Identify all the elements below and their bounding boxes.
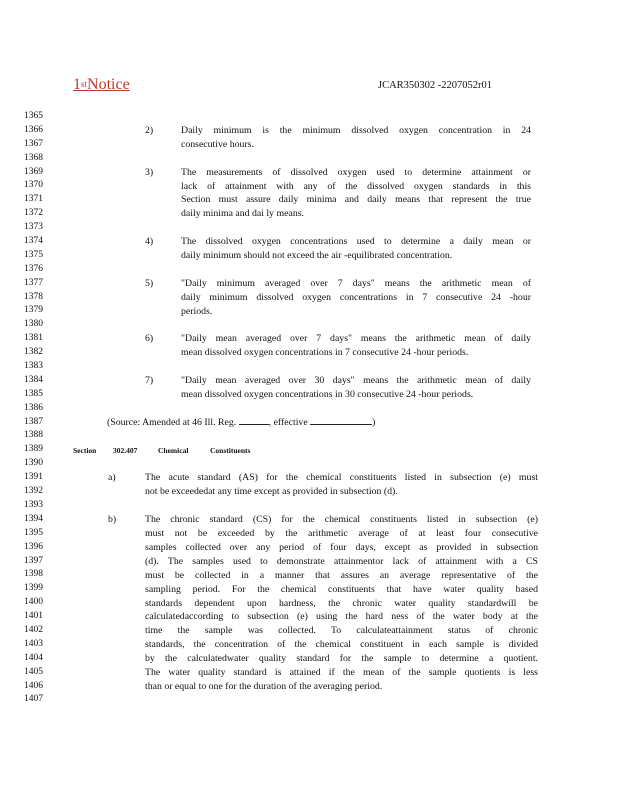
item-line: "Daily mean averaged over 30 days" means the arithmetic mean of daily [181,375,531,387]
line-number: 1397 [24,555,43,566]
line-number: 1377 [24,277,43,288]
subsection-line: The chronic standard (CS) for the chemical constituents listed in subsection (e) [145,514,538,526]
item-line: Daily minimum is the minimum dissolved oxygen concentration in 24 [181,124,531,136]
line-number: 1400 [24,597,43,608]
line-number: 1403 [24,638,43,649]
item-line: The dissolved oxygen concentrations used to determine a daily mean or [181,236,531,248]
line-number: 1394 [24,513,43,524]
subsection-line: (d). The samples used to demonstrate attainmentor lack of attainment with a CS [145,555,538,567]
line-number: 1398 [24,569,43,580]
header-doc-id: JCAR350302 -2207052r01 [378,80,493,91]
line-number: 1366 [24,124,43,135]
subsection-line: standards dependent upon hardness, the chronic water quality standardwill be [145,597,538,609]
item-line: daily minimum should not exceed the air -equilibrated concentration. [181,250,453,261]
line-number: 1381 [24,333,43,344]
line-number: 1376 [24,263,43,274]
section-title-word: Constituents [210,445,251,455]
item-marker: 4) [145,236,154,248]
subsection-line: samples collected over any period of four days, except as provided in subsection [145,541,538,553]
item-line: daily minima and dai ly means. [181,208,304,220]
subsection-line: than or equal to one for the duration of the averaging period. [145,680,383,692]
line-number: 1370 [24,180,43,191]
line-number: 1393 [24,499,43,510]
line-number: 1375 [24,249,43,260]
subsection-line: must be collected in a manner that assures an average representative of the [145,569,538,581]
line-number: 1365 [24,111,43,121]
header-notice: 1stNotice [73,76,130,93]
line-number: 1407 [24,694,43,705]
section-title-word: Chemical [158,445,189,455]
subsection-line: sampling period. For the chemical constituents that have water quality based [145,583,538,595]
line-number: 1386 [24,402,43,413]
item-marker: 2) [145,124,154,136]
item-marker: 7) [145,375,154,387]
item-line: mean dissolved oxygen concentrations in 7 consecutive 24 -hour periods. [181,347,469,359]
line-number: 1367 [24,138,43,149]
subsection-line: not be exceededat any time except as provided in subsection (d). [145,486,398,498]
line-number: 1378 [24,291,43,302]
line-number: 1383 [24,361,43,372]
line-number: 1399 [24,583,43,594]
line-number: 1380 [24,319,43,330]
item-line: mean dissolved oxygen concentrations in 30 consecutive 24 -hour periods. [181,389,474,400]
item-marker: 6) [145,333,154,345]
item-line: periods. [181,305,213,317]
line-number: 1404 [24,652,43,663]
subsection-line: The acute standard (AS) for the chemical constituents listed in subsection (e) must [145,472,538,484]
line-number: 1390 [24,458,43,469]
subsection-line: must not be exceeded by the arithmetic average of at least four consecutive [145,528,538,539]
line-number: 1387 [24,416,43,427]
item-line: "Daily mean averaged over 7 days" means the arithmetic mean of daily [181,333,531,345]
line-number: 1402 [24,624,43,635]
line-number: 1379 [24,305,43,316]
item-line: lack of attainment with any of the dissolved oxygen standards in this [181,180,531,192]
line-number: 1388 [24,430,43,441]
item-line: "Daily minimum averaged over 7 days" means the arithmetic mean of [181,277,531,289]
line-number: 1395 [24,527,43,538]
line-number: 1368 [24,152,43,163]
line-number: 1373 [24,222,43,233]
line-number: 1371 [24,194,43,205]
line-number: 1384 [24,374,43,385]
subsection-line: standards, the concentration of the chemical constituent in each sample is divided [145,639,538,651]
blank-line [239,416,269,425]
line-number: 1369 [24,166,43,177]
line-number: 1391 [24,472,43,483]
section-label: Section [73,445,97,455]
subsection-marker: a) [108,472,116,484]
subsection-line: time the sample was collected. To calculateattainment status of chronic [145,625,538,637]
item-marker: 3) [145,166,154,178]
line-number: 1396 [24,541,43,552]
subsection-line: calculatedaccording to subsection (e) using the hard ness of the water body at the [145,611,538,623]
line-number: 1382 [24,347,43,358]
subsection-line: The water quality standard is attained if the mean of the sample quotients is less [145,667,538,678]
line-number: 1372 [24,208,43,219]
item-line: Section must assure daily minima and daily means that represent the true [181,194,531,206]
source-note: (Source: Amended at 46 Ill. Reg. , effective ) [107,416,376,428]
line-number: 1374 [24,236,43,247]
line-number: 1401 [24,611,43,622]
item-marker: 5) [145,277,154,289]
item-line: daily minimum dissolved oxygen concentrations in 7 consecutive 24 -hour [181,291,531,303]
line-number: 1389 [24,444,43,455]
blank-line [310,416,372,425]
line-number: 1405 [24,666,43,677]
section-number: 302.407 [113,445,138,455]
subsection-marker: b) [108,514,117,526]
item-line: consecutive hours. [181,138,254,150]
line-number: 1385 [24,388,43,399]
line-number: 1392 [24,486,43,497]
line-numbers [24,110,54,707]
line-number: 1406 [24,680,43,691]
subsection-line: by the calculatedwater quality standard for the sample to determine a quotient. [145,653,538,665]
item-line: The measurements of dissolved oxygen used to determine attainment or [181,166,531,178]
